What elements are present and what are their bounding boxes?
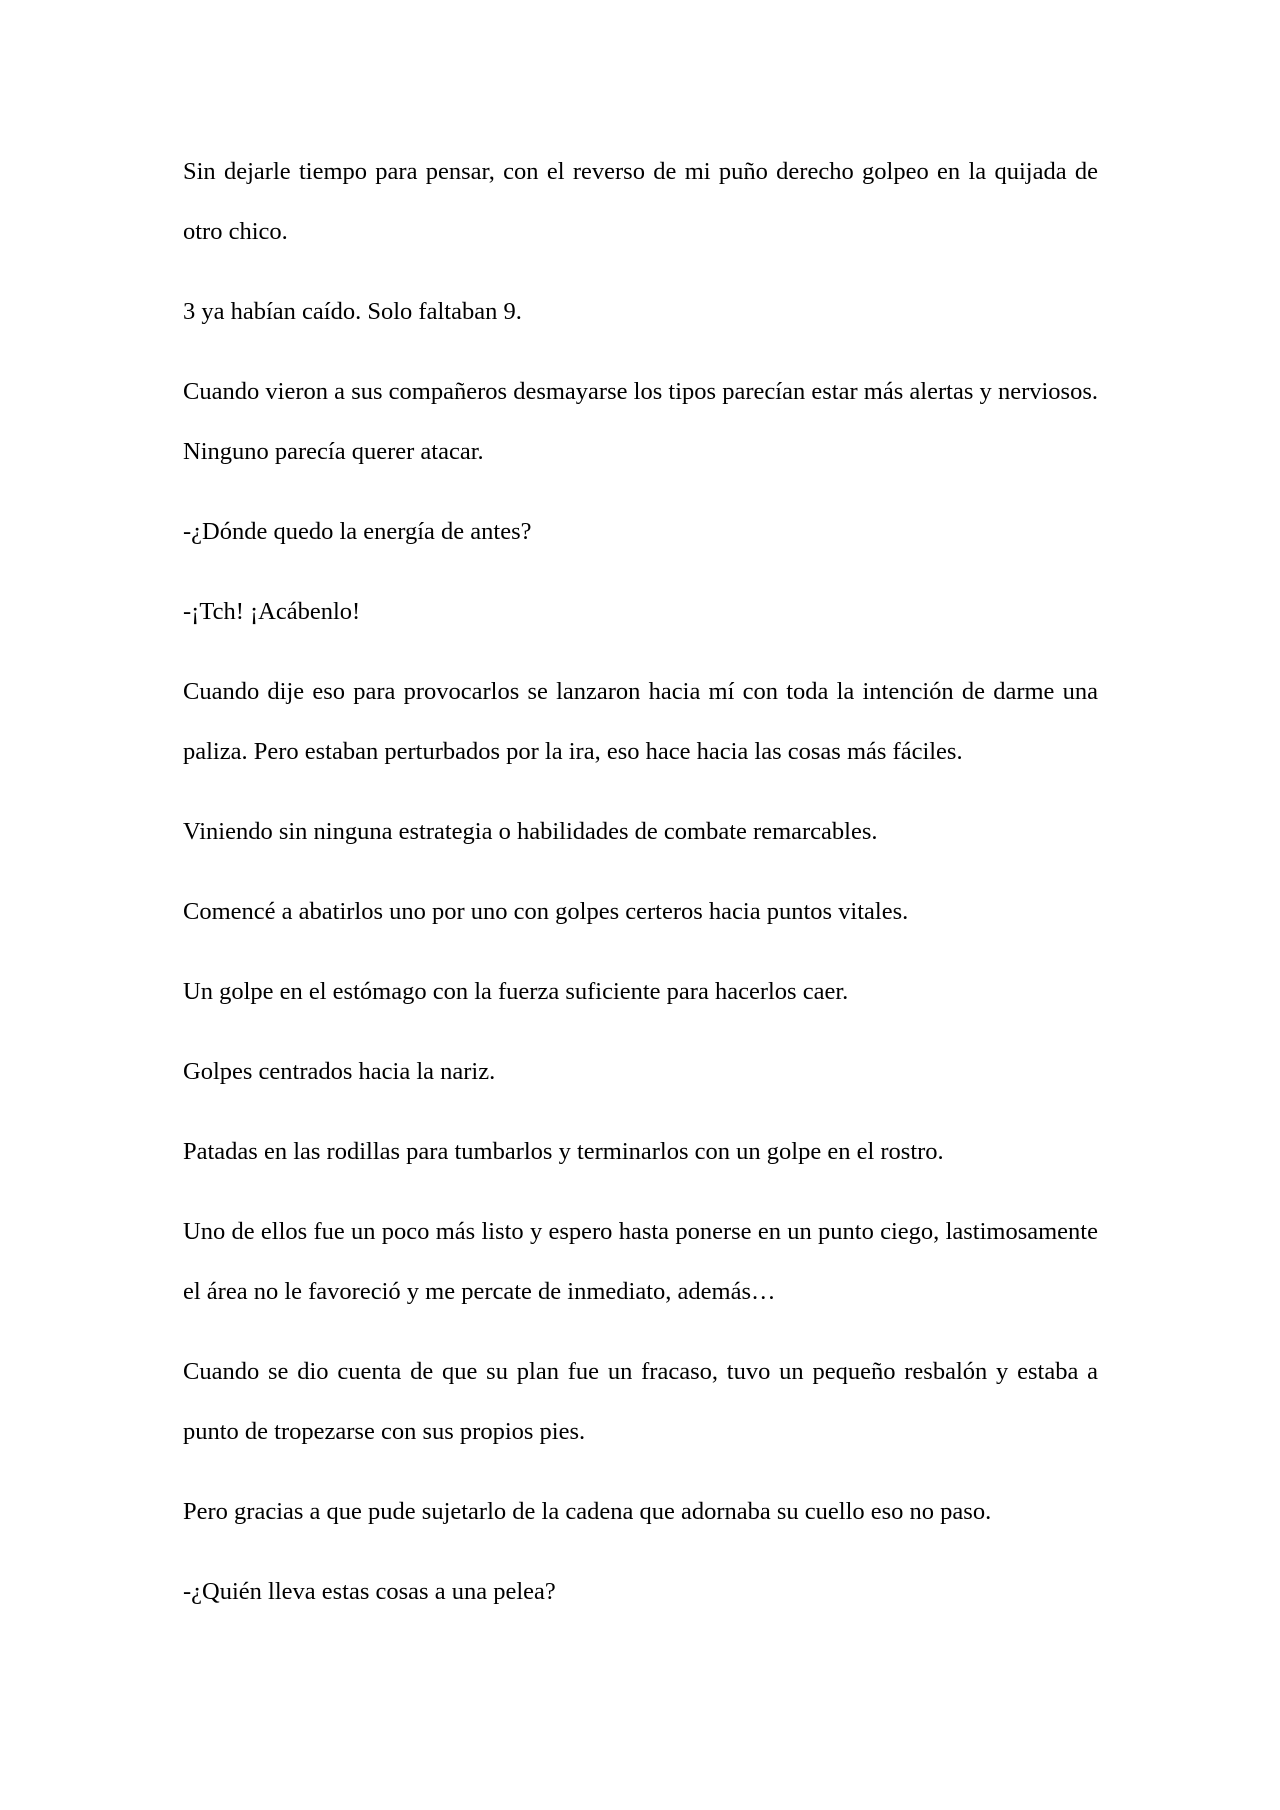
paragraph: Uno de ellos fue un poco más listo y espero hasta ponerse en un punto ciego, lastimosamente el área no le favoreció y me percate de inmediato, además… (183, 1218, 1098, 1305)
paragraph: Sin dejarle tiempo para pensar, con el reverso de mi puño derecho golpeo en la quijada de otro chico. (183, 158, 1098, 245)
dialogue-line: -¿Quién lleva estas cosas a una pelea? (183, 1578, 556, 1605)
paragraph: Golpes centrados hacia la nariz. (183, 1058, 496, 1085)
paragraph: Un golpe en el estómago con la fuerza suficiente para hacerlos caer. (183, 978, 849, 1005)
paragraph: Cuando vieron a sus compañeros desmayarse los tipos parecían estar más alertas y nerviosos. Ninguno parecía querer atacar. (183, 378, 1098, 465)
paragraph: Cuando se dio cuenta de que su plan fue un fracaso, tuvo un pequeño resbalón y estaba a punto de tropezarse con sus propios pies. (183, 1358, 1098, 1445)
dialogue-line: -¿Dónde quedo la energía de antes? (183, 518, 532, 545)
paragraph: Patadas en las rodillas para tumbarlos y terminarlos con un golpe en el rostro. (183, 1138, 944, 1165)
paragraph: Comencé a abatirlos uno por uno con golpes certeros hacia puntos vitales. (183, 898, 909, 925)
paragraph: Pero gracias a que pude sujetarlo de la cadena que adornaba su cuello eso no paso. (183, 1498, 992, 1525)
document-body (183, 142, 1098, 1642)
paragraph: Cuando dije eso para provocarlos se lanzaron hacia mí con toda la intención de darme una paliza. Pero estaban perturbados por la ira, eso hace hacia las cosas más fáciles. (183, 678, 1098, 765)
dialogue-line: -¡Tch! ¡Acábenlo! (183, 598, 361, 625)
paragraph: 3 ya habían caído. Solo faltaban 9. (183, 298, 522, 325)
paragraph: Viniendo sin ninguna estrategia o habilidades de combate remarcables. (183, 818, 878, 845)
